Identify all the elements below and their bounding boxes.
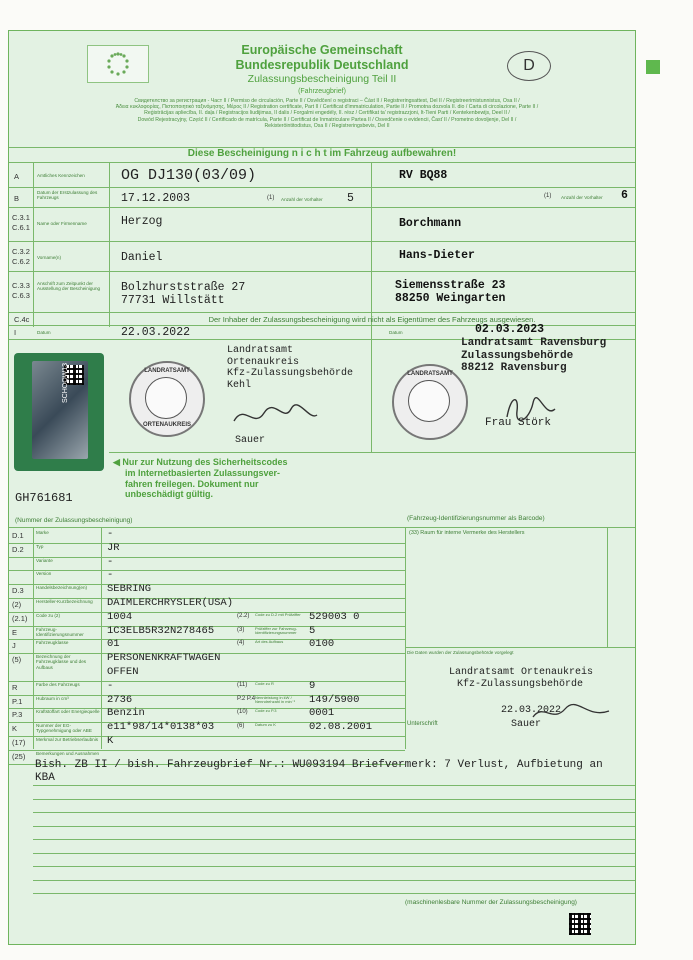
field-label: Code zu (2) bbox=[36, 612, 61, 618]
registration-tab bbox=[646, 60, 660, 74]
signature-right-name: Frau Störk bbox=[485, 417, 552, 429]
signature-box-icon bbox=[531, 701, 611, 725]
title-eu: Europäische Gemeinschaft bbox=[241, 43, 403, 57]
authority-right-stamp: Landratsamt Ravensburg Zulassungsbehörde 88212 Ravensburg bbox=[461, 337, 607, 375]
field-mid-value: 9 bbox=[309, 679, 316, 692]
seal-ortenaukreis: LANDRATSAMT ORTENAUKREIS bbox=[129, 361, 205, 437]
label-name: Name oder Firmenname bbox=[37, 221, 87, 226]
plate-new: RV BQ88 bbox=[399, 169, 448, 182]
first-registration-date: 17.12.2003 bbox=[121, 192, 191, 205]
field-code: D.2 bbox=[12, 544, 24, 554]
field-mid-code: (4) bbox=[237, 640, 245, 647]
seal-ravensburg: LANDRATSAMT bbox=[392, 364, 468, 440]
b-label-vorhalter-right: Anzahl der Vorhalter bbox=[561, 195, 603, 200]
field-mid-value: 0001 bbox=[309, 707, 335, 720]
signature-left-icon bbox=[229, 401, 319, 431]
owner-firstname-left: Daniel bbox=[121, 251, 163, 264]
field-value: 2736 bbox=[107, 693, 133, 706]
security-code-panel[interactable] bbox=[14, 353, 104, 471]
field-mid-value: 02.08.2001 bbox=[309, 721, 373, 734]
address-street-left: Bolzhurststraße 27 bbox=[121, 281, 246, 294]
remarks-line1: Bish. ZB II / bish. Fahrzeugbrief Nr.: WU093194 Briefvermerk: 7 Verlust, Aufbietung an bbox=[35, 759, 603, 771]
title-brd: Bundesrepublik Deutschland bbox=[235, 58, 409, 72]
field-label: Bezeichnung der Fahrzeugklasse und des Aufbaus bbox=[36, 654, 87, 670]
b-num1: (1) bbox=[267, 195, 275, 201]
field-code: D.1 bbox=[12, 531, 24, 540]
field-code: K bbox=[12, 724, 18, 734]
label-kennzeichen: Amtliches Kennzeichen bbox=[37, 173, 85, 178]
field-code: P.3 bbox=[12, 710, 23, 720]
field-label: Bemerkungen und Ausnahmen bbox=[36, 750, 100, 756]
field-mid-code: (3) bbox=[237, 626, 245, 633]
label-erstzulassung: Datum der Erstzulassung des Fahrzeugs bbox=[37, 190, 98, 201]
stamp-box-date: 22.03.2022 bbox=[501, 705, 562, 716]
field-code: (5) bbox=[12, 655, 22, 665]
field-value: 1C3ELB5R32N278465 bbox=[107, 624, 215, 637]
unterschrift-label: Unterschrift bbox=[407, 721, 438, 727]
field-value: K bbox=[107, 735, 114, 747]
field-code: (2) bbox=[12, 600, 22, 609]
field-value: e11*98/14*0138*03 bbox=[107, 721, 215, 734]
owner-notice: Der Inhaber der Zulassungsbescheinigung wird nicht als Eigentümer des Fahrzeugs ausgewiesen. bbox=[208, 315, 536, 324]
code-c33: C.3.3 C.6.3 bbox=[12, 281, 30, 300]
code-b: B bbox=[14, 194, 20, 203]
field-mid-label: Prüfziffer zur Fahrzeug-Identifizierungsnummer bbox=[255, 625, 297, 636]
label-datum-right: Datum bbox=[389, 330, 403, 335]
stamp-box-sign: Sauer bbox=[511, 719, 542, 730]
code-c31: C.3.1 C.6.1 bbox=[12, 213, 30, 232]
field-label: Fahrzeug-Identifizierungsnummer bbox=[36, 626, 84, 637]
field-label: Merkmal zur Betriebserlaubnis bbox=[36, 737, 99, 742]
field-code: P.1 bbox=[12, 696, 23, 706]
field-value: - bbox=[107, 555, 114, 568]
b-num3: (1) bbox=[544, 193, 552, 199]
field-label: Hersteller-Kurzbezeichnung bbox=[36, 599, 93, 604]
plate-old: OG DJ130(03/09) bbox=[121, 167, 257, 184]
field-mid-label: Art des Aufbaus bbox=[255, 639, 284, 645]
code-a: A bbox=[14, 172, 20, 181]
field-mid-value: 149/5900 bbox=[309, 693, 360, 706]
field-label: Handelsbezeichnung(en) bbox=[36, 585, 88, 591]
vin-barcode-label: (Fahrzeug-Identifizierungsnummer als Barcode) bbox=[407, 515, 545, 522]
field-value: 01 bbox=[107, 638, 120, 651]
date-left: 22.03.2022 bbox=[121, 326, 191, 339]
field-mid-code: (11) bbox=[237, 681, 248, 688]
field-code: (17) bbox=[12, 738, 26, 747]
code-c32: C.3.2 C.6.2 bbox=[12, 247, 30, 266]
field-value: Benzin bbox=[107, 707, 145, 720]
owner-name-left: Herzog bbox=[121, 215, 163, 228]
field-mid-value: 0100 bbox=[309, 638, 335, 651]
field-value: PERSONENKRAFTWAGEN bbox=[107, 652, 221, 665]
field-mid-value: 529003 0 bbox=[309, 610, 360, 623]
field-code: R bbox=[12, 682, 18, 692]
field-label: Marke bbox=[36, 530, 49, 535]
title-sub: (Fahrzeugbrief) bbox=[298, 88, 346, 95]
label-vorname: Vorname(n) bbox=[37, 255, 62, 260]
registration-document bbox=[8, 30, 636, 945]
serial-number: GH761681 bbox=[15, 491, 73, 505]
field-code: (2.1) bbox=[12, 613, 28, 623]
warning-banner: Diese Bescheinigung n i c h t im Fahrzeug aufbewahren! bbox=[187, 148, 457, 159]
owner-firstname-right: Hans-Dieter bbox=[399, 249, 475, 262]
remarks-line2: KBA bbox=[35, 772, 55, 784]
date-right: 02.03.2023 bbox=[475, 323, 545, 336]
field-label: Fahrzeugklasse bbox=[36, 640, 69, 646]
machine-number-label: (maschinenlesbare Nummer der Zulassungsbescheinigung) bbox=[405, 899, 577, 906]
b-label-vorhalter-left: Anzahl der Vorhalter bbox=[281, 197, 323, 202]
stamp-box-line1: Landratsamt Ortenaukreis bbox=[449, 667, 594, 678]
field-label: Version bbox=[36, 571, 52, 577]
label-anschrift: Anschrift zum Zeitpunkt der Ausstellung der Bescheinigung bbox=[37, 281, 101, 292]
owner-name-right: Borchmann bbox=[399, 217, 462, 230]
multilingual-text: Свидетелство за регистрация - Част II / Permiso de circulación, Parte II / Osvědčení o registraci – Část II / Registreringsattest, Del II / Registreerimistunnistus, Osa II / Άδεια κυκλοφορίας, Πιστοποιητικό ταξινόμησης, Μέρος II / Registration certificate, Part II / Certificat d'immatriculation, Partie II / Promotna dozvola II. dio / Carta di circolazione, Parte II / Reģistrācijas apliecība, II. daļa / Registracijos liudijimas, II dalis / Forgalmi engedély, II. rész / Certifikat ta' registrazzjoni, It-Tieni Parti / Kentekenbewijs, Deel II / Dowód Rejestracyjny, Część II / Certificado de matrícula, Parte II / Certificat de înmatriculare Partea II / Osvedčenie o evidencii, Časť II / Prometno dovoljenje, Del II / Rekisteröintitodistus, Osa II / Registreringsbevis, Del II bbox=[115, 98, 539, 129]
field-value: - bbox=[107, 569, 114, 582]
label-datum-left: Datum bbox=[37, 330, 51, 335]
previous-owners-right: 6 bbox=[621, 189, 628, 202]
field-value: JR bbox=[107, 541, 120, 554]
field-label: Nummer der EG-Typgenehmigung oder ABE bbox=[36, 723, 92, 734]
field-mid-label: Code zu D.2 mit Prüfziffer bbox=[255, 611, 301, 617]
stamp-box-line2: Kfz-Zulassungsbehörde bbox=[457, 679, 584, 690]
field-mid-value: 5 bbox=[309, 624, 316, 637]
arrow-icon: ◀ bbox=[113, 457, 123, 467]
code-i: I bbox=[14, 328, 17, 337]
security-code-label: SCHOQW13 bbox=[62, 362, 69, 403]
field-code: (25) bbox=[12, 751, 26, 761]
field-mid-label: Code zu R bbox=[255, 680, 274, 686]
field-mid-label: Code zu P.3 bbox=[255, 708, 277, 714]
signature-left-name: Sauer bbox=[235, 435, 266, 446]
field-value: SEBRING bbox=[107, 583, 152, 596]
stamp-box-label: Die Daten wurden der Zulassungsbehörde vorgelegt bbox=[407, 650, 514, 655]
field-mid-code: (2.2) bbox=[237, 612, 250, 619]
field-value: - bbox=[107, 528, 114, 540]
country-oval: D bbox=[507, 51, 551, 81]
field-label: Kraftstoffart oder Energiequelle bbox=[36, 709, 100, 715]
address-city-left: 77731 Willstätt bbox=[121, 294, 225, 307]
field-mid-label: Nennleistung in kW / Nenndrehzahl in min⁻¹ bbox=[255, 694, 296, 705]
field-mid-label: Datum zu K bbox=[255, 722, 276, 728]
field-label: Hubraum in cm³ bbox=[36, 695, 69, 701]
field-code: E bbox=[12, 627, 18, 637]
field-mid-code: (10) bbox=[237, 709, 248, 716]
field-label: Variante bbox=[36, 557, 53, 563]
field-value: - bbox=[107, 679, 114, 692]
field-value: DAIMLERCHRYSLER(USA) bbox=[107, 597, 234, 609]
previous-owners-left: 5 bbox=[347, 192, 354, 205]
field-label: Farbe des Fahrzeugs bbox=[36, 681, 80, 687]
serial-label: (Nummer der Zulassungsbescheinigung) bbox=[15, 517, 133, 524]
manufacturer-space-label: (33) Raum für interne Vermerke des Herstellers bbox=[409, 530, 525, 536]
field-value2: OFFEN bbox=[107, 666, 139, 678]
title-part: Zulassungsbescheinigung Teil II bbox=[247, 73, 397, 85]
field-code: D.3 bbox=[12, 586, 24, 596]
field-code: J bbox=[12, 641, 16, 651]
address-street-right: Siemensstraße 23 bbox=[395, 279, 506, 292]
security-note: ◀ Nur zur Nutzung des Sicherheitscodes im Internetbasierten Zulassungsver- fahren freilegen. Dokument nur unbeschädigt gültig. bbox=[113, 457, 288, 500]
code-c4c: C.4c bbox=[14, 315, 30, 324]
authority-left-stamp: Landratsamt Ortenaukreis Kfz-Zulassungsbehörde Kehl bbox=[227, 345, 354, 391]
field-value: 1004 bbox=[107, 610, 133, 623]
address-city-right: 88250 Weingarten bbox=[395, 292, 506, 305]
field-mid-code: P.2 P.4 bbox=[237, 695, 256, 702]
field-mid-code: (6) bbox=[237, 723, 245, 730]
datamatrix-icon bbox=[569, 913, 591, 935]
field-label: Typ bbox=[36, 543, 44, 549]
